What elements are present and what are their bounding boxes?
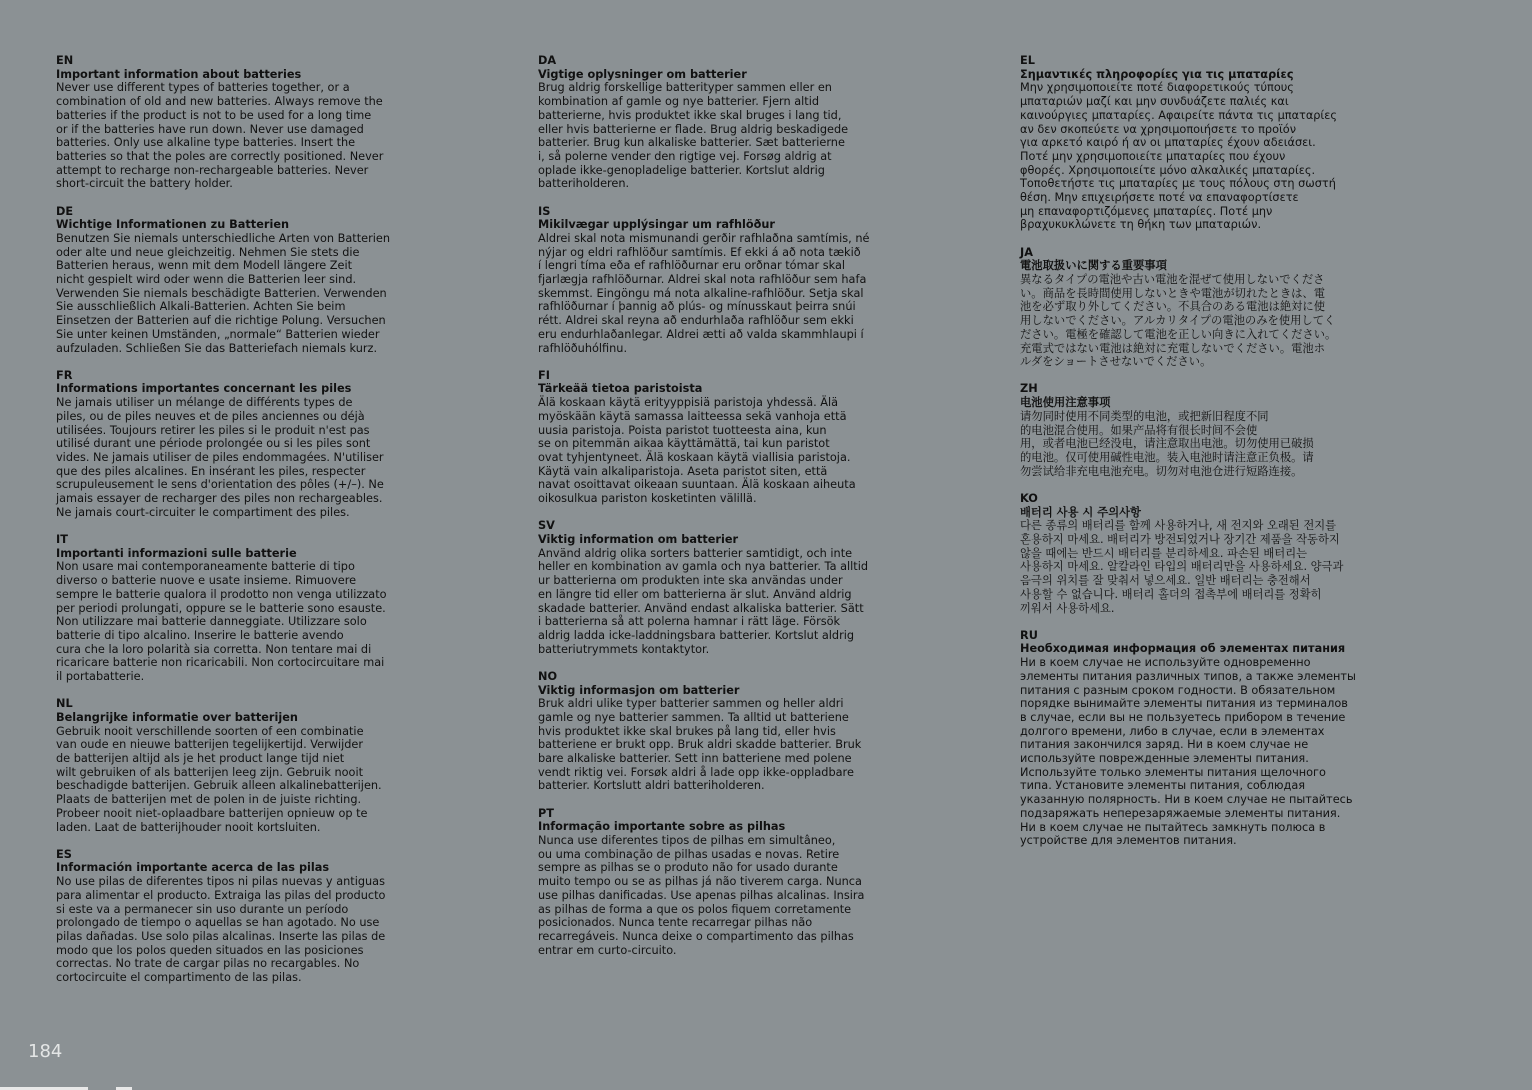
section-body: Aldrei skal nota mismunandi gerðir rafhlaðna samtímis, né nýjar og eldri rafhlöður samtímis. Ef ekki á að nota tækið í lengri tíma eða ef rafhlöðurnar eru orðnar tómar skal fjarlægja rafhlöðurnar. Aldrei skal nota rafhlöður sem hafa skemmst. Eingöngu má nota alkaline-rafhlöður. Setja skal rafhlöðurnar í þannig að plús- og mínusskaut þeirra snúi rétt. Aldrei skal reyna að endurhlaða rafhlöður sem ekki eru endurhlaðanlegar. Aldrei ætti að valda skammhlaupi í rafhlöðuhólfinu. [538,231,870,355]
section-heading: Tärkeää tietoa paristoista [538,382,703,396]
section-heading: Informations importantes concernant les piles [56,382,352,396]
language-code: DE [56,204,74,218]
language-section-en [56,54,401,191]
language-section-da [538,54,883,191]
section-heading: Wichtige Informationen zu Batterien [56,218,290,232]
section-heading: Viktig information om batterier [538,533,739,546]
language-section-el [1020,54,1365,232]
language-code: DA [538,54,557,67]
language-section-nl [56,697,401,834]
language-code: PT [538,806,554,820]
section-body: Nunca use diferentes tipos de pilhas em simultâneo, ou uma combinação de pilhas usadas e novas. Retire sempre as pilhas se o produto não for usado durante muito tempo ou se as pilhas já não tiverem carga. Nunca use pilhas danificadas. Use apenas pilhas alcalinas. Insira as pilhas de forma a que os polos fiquem corretamente posicionados. Nunca tente recarregar pilhas não recarregáveis. Nunca deixe o compartimento das pilhas entrar em curto-circuito. [538,834,865,957]
language-section-fi [538,369,883,506]
section-body: Bruk aldri ulike typer batterier sammen og heller aldri gamle og nye batterier sammen. Ta alltid ut batteriene hvis produktet ikke skal brukes på lang tid, eller hvis batteriene er brukt opp. Bruk aldri skadde batterier. Bruk bare alkaliske batterier. Sett inn batteriene med polene vendt riktig vei. Forsøk aldri å lade opp ikke-oppladbare batterier. Kortslutt aldri batteriholderen. [538,697,862,793]
language-code: JA [1020,245,1033,259]
section-body: No use pilas de diferentes tipos ni pilas nuevas y antiguas para alimentar el producto. Extraiga las pilas del producto si este va a permanecer sin uso durante un período prolongado de tiempo o aquellas se han agotado. No use pilas dañadas. Use solo pilas alcalinas. Inserte las pilas de modo que los polos queden situados en las posiciones correctas. No trate de cargar pilas no recargables. No cortocircuite el compartimento de las pilas. [56,875,386,985]
page-number: 184 [28,1041,63,1062]
language-code: NL [56,697,73,711]
language-code: KO [1020,491,1038,505]
section-body: Μην χρησιμοποιείτε ποτέ διαφορετικούς τύπους μπαταριών μαζί και μην συνδυάζετε παλιές και καινούργιες μπαταρίες. Αφαιρείτε πάντα τις μπαταρίες αν δεν σκοπεύετε να χρησιμοποιήσετε το προϊόν για αρκετό καιρό ή αν οι μπαταρίες έχουν αδειάσει. Ποτέ μην χρησιμοποιείτε μπαταρίες που έχουν φθορές. Χρησιμοποιείτε μόνο αλκαλικές μπαταρίες. Τοποθετήστε τις μπαταρίες με τους πόλους στη σωστή θέση. Μην επιχειρήσετε ποτέ να επαναφορτίσετε μη επαναφορτιζόμενες μπαταρίες. Ποτέ μην βραχυκυκλώνετε τη θήκη των μπαταριών. [1020,81,1337,232]
language-section-sv [538,519,883,656]
section-heading: Mikilvægar upplýsingar um rafhlöður [538,218,775,232]
language-section-ja [1020,246,1365,369]
language-section-ru [1020,629,1365,848]
section-heading: Σημαντικές πληροφορίες για τις μπαταρίες [1020,67,1294,81]
section-heading: 電池取扱いに関する重要事項 [1020,259,1167,273]
language-section-it [56,533,401,684]
language-code: EN [56,54,74,67]
column-right [1020,54,1365,861]
section-heading: Informação importante sobre as pilhas [538,820,786,834]
language-code: FR [56,368,73,382]
section-body: Ne jamais utiliser un mélange de différents types de piles, ou de piles neuves et de piles anciennes ou déjà utilisées. Toujours retirer les piles si le produit n'est pas utilisé durant une période prolongée ou si les piles sont vides. Ne jamais utiliser de piles endommagées. N'utiliser que des piles alcalines. En insérant les piles, respecter scrupuleusement le sens d'orientation des pôles (+/–). Ne jamais essayer de recharger des piles non rechargeables. Ne jamais court-circuiter le compartiment des piles. [56,396,384,519]
section-body: Gebruik nooit verschillende soorten of een combinatie van oude en nieuwe batterijen tegelijkertijd. Verwijder de batterijen altijd als je het product lange tijd niet wilt gebruiken of als batterijen leeg zijn. Gebruik nooit beschadigde batterijen. Gebruik alleen alkalinebatterijen. Plaats de batterijen met de polen in de juiste richting. Probeer nooit niet-oplaadbare batterijen opnieuw op te laden. Laat de batterijhouder nooit kortsluiten. [56,724,382,834]
language-code: SV [538,519,555,533]
section-heading: 배터리 사용 시 주의사항 [1020,505,1141,519]
section-body: 请勿同时使用不同类型的电池，或把新旧程度不同 的电池混合使用。如果产品将有很长时间不会使 用，或者电池已经没电，请注意取出电池。切勿使用已破损 的电池。仅可使用碱性电池。装入电池时请注意正负极。请 勿尝试给非充电电池充电。切勿对电池仓进行短路连接。 [1020,409,1314,478]
language-section-fr [56,369,401,520]
section-heading: Vigtige oplysninger om batterier [538,67,747,81]
language-code: EL [1020,54,1035,67]
section-body: Använd aldrig olika sorters batterier samtidigt, och inte heller en kombination av gamla och nya batterier. Ta alltid ur batterierna om produkten inte ska användas under en längre tid eller om batterierna är slut. Använd aldrig skadade batterier. Använd endast alkaliska batterier. Sätt i batterierna så att polerna hamnar i rätt läge. Försök aldrig ladda icke-laddningsbara batterier. Kortslut aldrig batteriutrymmets kontaktytor. [538,546,869,656]
section-heading: Información importante acerca de las pilas [56,861,330,875]
section-body: 異なるタイプの電池や古い電池を混ぜて使用しないでくださ い。商品を長時間使用しないときや電池が切れたときは、電 池を必ず取り外してください。不具合のある電池は絶対に使 用しないでください。アルカリタイプの電池のみを使用してく ださい。電極を確認して電池を正しい向きに入れてください。 充電式ではない電池は絶対に充電しないでください。電池ホ ルダをショートさせないでください。 [1020,273,1337,369]
language-code: IS [538,204,551,218]
section-heading: Belangrijke informatie over batterijen [56,710,298,724]
language-section-zh [1020,382,1365,478]
language-section-ko [1020,492,1365,615]
section-body: Brug aldrig forskellige batterityper sammen eller en kombination af gamle og nye batterier. Fjern altid batterierne, hvis produktet ikke skal bruges i lang tid, eller hvis batterierne er flade. Brug aldrig beskadigede batterier. Brug kun alkaliske batterier. Sæt batterierne i, så polerne vender den rigtige vej. Forsøg aldrig at oplade ikke-genopladelige batterier. Kortslut aldrig batteriholderen. [538,81,849,191]
language-code: NO [538,669,558,683]
section-body: 다른 종류의 배터리를 함께 사용하거나, 새 전지와 오래된 전지를 혼용하지 마세요. 배터리가 방전되었거나 장기간 제품을 작동하지 않을 때에는 반드시 배터리를 분리하세요. 파손된 배터리는 사용하지 마세요. 알칼라인 타입의 배터리만을 사용하세요. 양극과 음극의 위치를 잘 맞춰서 넣으세요. 일반 배터리는 충전해서 사용할 수 없습니다. 배터리 홀더의 접촉부에 배터리를 정확히 끼워서 사용하세요. [1020,519,1344,615]
section-body: Never use different types of batteries together, or a combination of old and new batteries. Always remove the batteries if the product is not to be used for a long time or if the batteries have run down. Never use damaged batteries. Only use alkaline type batteries. Insert the batteries so that the poles are correctly positioned. Never attempt to recharge non-rechargeable batteries. Never short-circuit the battery holder. [56,81,384,191]
language-section-de [56,205,401,356]
section-heading: Viktig informasjon om batterier [538,683,740,697]
language-code: ZH [1020,382,1038,396]
section-heading: Important information about batteries [56,67,302,81]
language-section-no [538,670,883,793]
section-heading: Необходимая информация об элементах питания [1020,642,1346,656]
column-left [56,54,401,998]
language-code: FI [538,368,550,382]
section-body: Benutzen Sie niemals unterschiedliche Arten von Batterien oder alte und neue gleichzeitig. Nehmen Sie stets die Batterien heraus, wenn mit dem Modell längere Zeit nicht gespielt wird oder wenn die Batterien leer sind. Verwenden Sie niemals beschädigte Batterien. Verwenden Sie ausschließlich Alkali-Batterien. Achten Sie beim Einsetzen der Batterien auf die richtige Polung. Versuchen Sie unter keinen Umständen, „normale“ Batterien wieder aufzuladen. Schließen Sie das Batteriefach niemals kurz. [56,231,390,355]
language-section-pt [538,807,883,958]
section-body: Ни в коем случае не используйте одновременно элементы питания различных типов, а также элементы питания с разным сроком годности. В обязательном порядке вынимайте элементы питания из терминалов в случае, если вы не пользуетесь прибором в течение долгого времени, либо в случае, если в элементах питания закончился заряд. Ни в коем случае не используйте поврежденные элементы питания. Используйте только элементы питания щелочного типа. Установите элементы питания, соблюдая указанную полярность. Ни в коем случае не пытайтесь подзаряжать неперезаряжаемые элементы питания. Ни в коем случае не пытайтесь замкнуть полюса в устройстве для элементов питания. [1020,656,1356,848]
section-heading: Importanti informazioni sulle batterie [56,546,297,560]
section-body: Älä koskaan käytä erityyppisiä paristoja yhdessä. Älä myöskään käytä samassa laitteessa sekä vanhoja että uusia paristoja. Poista paristot tuotteesta aina, kun se on pitemmän aikaa käyttämättä, tai kun paristot ovat tyhjentyneet. Älä koskaan käytä viallisia paristoja. Käytä vain alkaliparistoja. Aseta paristot siten, että navat osoittavat oikeaan suuntaan. Älä koskaan aiheuta oikosulkua pariston kosketinten välillä. [538,396,856,506]
language-code: ES [56,847,72,861]
section-body: Non usare mai contemporaneamente batterie di tipo diverso o batterie nuove e usate insieme. Rimuovere sempre le batterie qualora il prodotto non venga utilizzato per periodi prolungati, oppure se le batterie sono esauste. Non utilizzare mai batterie danneggiate. Utilizzare solo batterie di tipo alcalino. Inserire le batterie avendo cura che la loro polarità sia corretta. Non tentare mai di ricaricare batterie non ricaricabili. Non cortocircuitare mai il portabatterie. [56,560,387,684]
language-code: IT [56,533,68,546]
language-section-is [538,205,883,356]
language-section-es [56,848,401,985]
column-middle [538,54,883,971]
language-code: RU [1020,628,1038,642]
section-heading: 电池使用注意事项 [1020,396,1111,410]
